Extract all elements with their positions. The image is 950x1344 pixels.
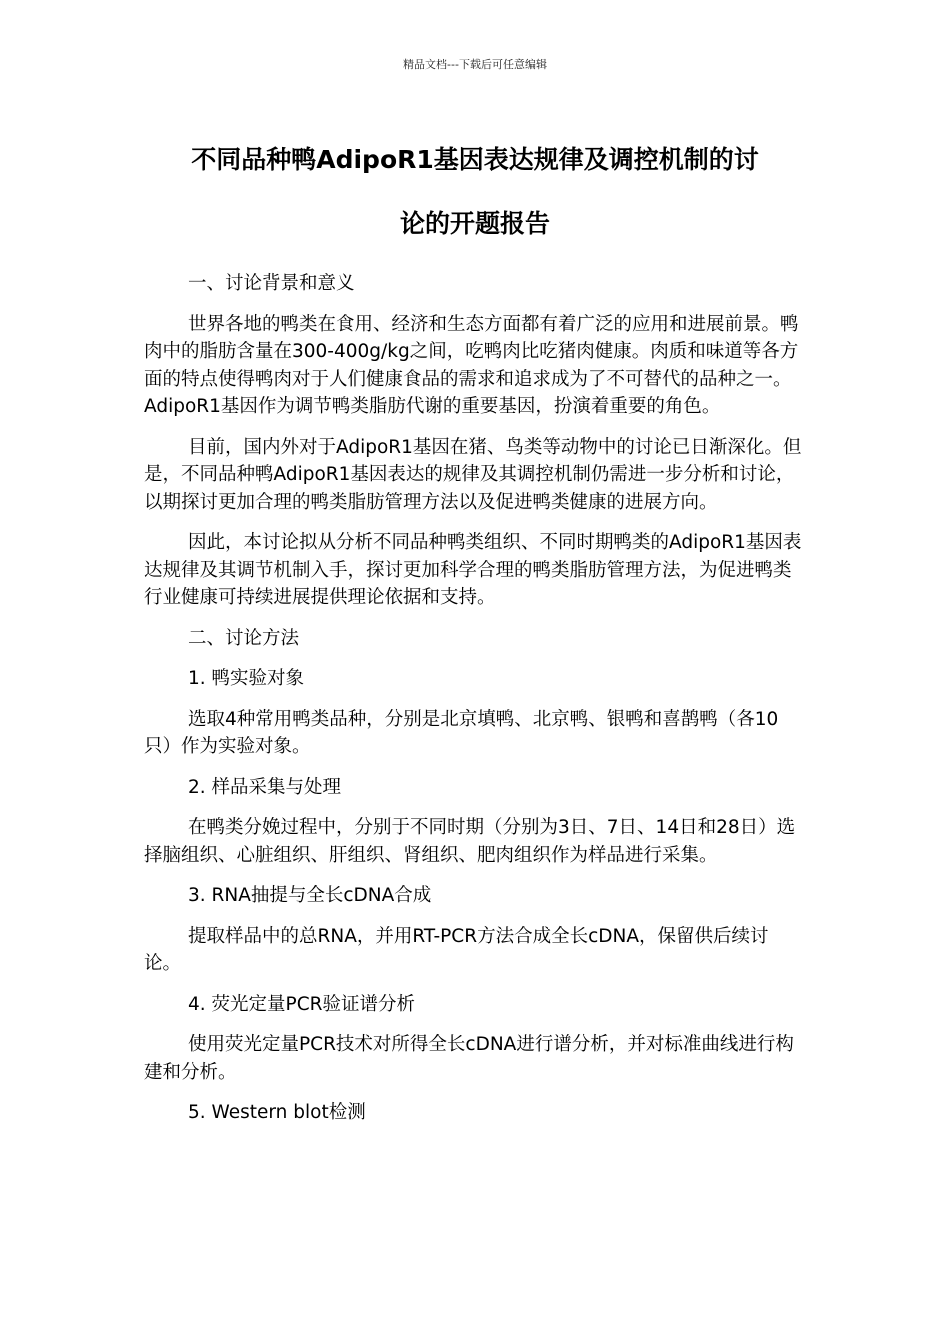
item-1-text: 选取4种常用鸭类品种，分别是北京填鸭、北京鸭、银鸭和喜鹊鸭（各10只）作为实验对象。 — [144, 708, 779, 757]
title-line-1: 不同品种鸭AdipoR1基因表达规律及调控机制的讨 — [191, 145, 759, 174]
section-1-paragraph-3: 因此，本讨论拟从分析不同品种鸭类组织、不同时期鸭类的AdipoR1基因表达规律及其调节机制入手，探讨更加科学合理的鸭类脂肪管理方法，为促进鸭类行业健康可持续进展提供理论依据和支持。 — [144, 532, 802, 608]
title-line-2: 论的开题报告 — [399, 209, 550, 238]
document-body — [144, 270, 804, 1140]
section-1-heading: 一、讨论背景和意义 — [188, 273, 355, 294]
item-5-heading: 5. Western blot检测 — [188, 1102, 366, 1123]
section-1-paragraph-2: 目前，国内外对于AdipoR1基因在猪、鸟类等动物中的讨论已日渐深化。但是，不同品种鸭AdipoR1基因表达的规律及其调控机制仍需进一步分析和讨论，以期探讨更加合理的鸭类脂肪管理方法以及促进鸭类健康的进展方向。 — [144, 436, 802, 513]
item-1-heading: 1. 鸭实验对象 — [188, 668, 305, 689]
item-4-heading: 4. 荧光定量PCR验证谱分析 — [188, 993, 415, 1015]
item-2-heading: 2. 样品采集与处理 — [188, 776, 342, 798]
item-3-text: 提取样品中的总RNA，并用RT-PCR方法合成全长cDNA，保留供后续讨论。 — [144, 925, 769, 974]
item-3-heading: 3. RNA抽提与全长cDNA合成 — [188, 885, 432, 906]
item-4-text: 使用荧光定量PCR技术对所得全长cDNA进行谱分析，并对标准曲线进行构建和分析。 — [144, 1034, 794, 1083]
header-note: 精品文档---下载后可任意编辑 — [403, 58, 547, 71]
document-title — [150, 128, 800, 256]
section-2-heading: 二、讨论方法 — [188, 627, 300, 649]
item-2-text: 在鸭类分娩过程中，分别于不同时期（分别为3日、7日、14日和28日）选择脑组织、心脏组织、肝组织、肾组织、肥肉组织作为样品进行采集。 — [144, 817, 796, 866]
section-1-paragraph-1: 世界各地的鸭类在食用、经济和生态方面都有着广泛的应用和进展前景。鸭肉中的脂肪含量在300-400g/kg之间，吃鸭肉比吃猪肉健康。肉质和味道等各方面的特点使得鸭肉对于人们健康食品的需求和追求成为了不可替代的品种之一。AdipoR1基因作为调节鸭类脂肪代谢的重要基因，扮演着重要的角色。 — [144, 313, 799, 417]
